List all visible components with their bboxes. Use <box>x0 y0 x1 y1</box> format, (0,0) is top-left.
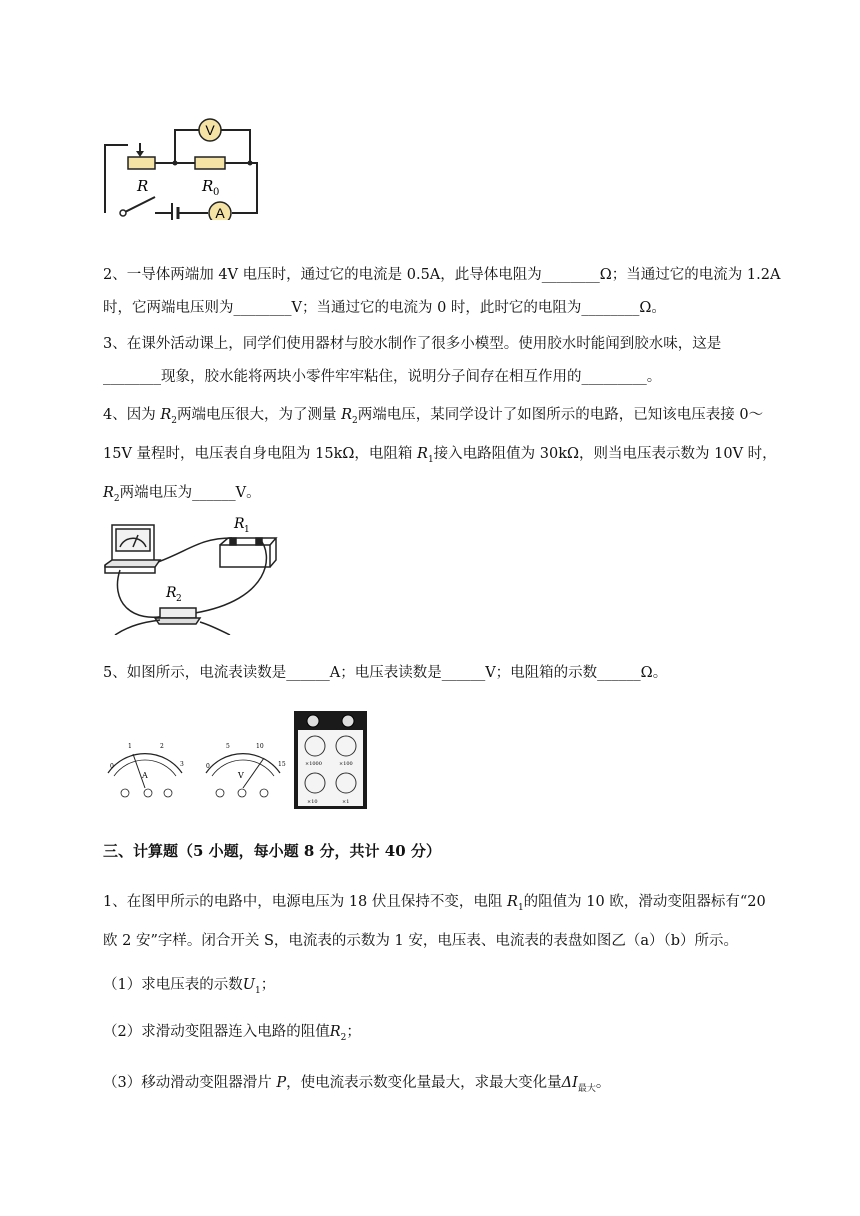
calc-question-1: 1、在图甲所示的电路中，电源电压为 18 伏且保持不变，电阻 $R_1$的阻值为 10 欧，滑动变阻器标有“20 欧 2 安”字样。闭合开关 S，电流表的示数为 1 安，电压表、电流表的表盘如图乙（a）（b）所示。 <box>103 894 766 949</box>
calc-part-3: （3）移动滑动变阻器滑片 P，使电流表示数变化量最大，求最大变化量$\Delta I_{最大}$。 <box>103 1075 611 1094</box>
calc-part-2: （2）求滑动变阻器连入电路的阻值$R_2$； <box>103 1024 361 1043</box>
svg-text:×1: ×1 <box>342 799 350 805</box>
ammeter-dial <box>100 738 190 798</box>
question-3-line2: ________现象，胶水能将两块小零件牢牢粘住，说明分子间存在相互作用的_________。 <box>103 369 662 385</box>
svg-text:0: 0 <box>213 187 220 198</box>
svg-text:×100: ×100 <box>339 761 353 767</box>
svg-text:V: V <box>238 771 244 780</box>
question-5: 5、如图所示，电流表读数是______A；电压表读数是______V；电阻箱的示数______Ω。 <box>103 665 668 681</box>
svg-text:R: R <box>234 516 245 532</box>
section-3-title: 三、计算题（5 小题，每小题 8 分，共计 40 分） <box>103 842 441 860</box>
circuit-diagram-1 <box>100 115 265 220</box>
voltmeter-resistor-circuit <box>100 510 290 635</box>
svg-text:3: 3 <box>180 761 184 768</box>
svg-text:2: 2 <box>176 594 182 604</box>
calc-part-1: （1）求电压表的示数$U_1$； <box>103 977 276 996</box>
question-3 <box>103 328 803 394</box>
svg-text:1: 1 <box>128 743 132 750</box>
resistance-box <box>293 710 368 810</box>
svg-text:5: 5 <box>226 743 230 750</box>
svg-text:15: 15 <box>278 761 286 768</box>
svg-text:2: 2 <box>160 743 164 750</box>
svg-text:V: V <box>205 122 215 138</box>
svg-text:A: A <box>142 771 148 780</box>
svg-text:×10: ×10 <box>307 799 318 805</box>
question-2-line2: 时，它两端电压则为________V；当通过它的电流为 0 时，此时它的电阻为________Ω。 <box>103 300 666 316</box>
svg-text:R: R <box>137 177 149 195</box>
question-3-line1: 3、在课外活动课上，同学们使用器材与胶水制作了很多小模型。使用胶水时能闻到胶水味，这是 <box>103 336 722 352</box>
svg-text:R: R <box>166 585 177 601</box>
svg-text:0: 0 <box>110 763 114 770</box>
question-2-line1: 2、一导体两端加 4V 电压时，通过它的电流是 0.5A，此导体电阻为________Ω；当通过它的电流为 1.2A <box>103 267 781 283</box>
svg-text:10: 10 <box>256 743 264 750</box>
question-2 <box>103 259 803 325</box>
svg-text:A: A <box>215 205 225 220</box>
question-4: 4、因为 $R_2$两端电压很大，为了测量 $R_2$两端电压，某同学设计了如图所示的电路，已知该电压表接 0～ 15V 量程时，电压表自身电阻为 15kΩ，电阻箱 $R_1$接入电路阻值为 30kΩ，则当电压表示数为 10V 时， $R_2$两端电压为______V。 <box>103 407 777 504</box>
svg-text:R: R <box>202 177 214 195</box>
svg-text:0: 0 <box>206 763 210 770</box>
svg-text:×1000: ×1000 <box>305 761 322 767</box>
voltmeter-dial <box>198 738 288 798</box>
svg-text:1: 1 <box>244 525 250 535</box>
